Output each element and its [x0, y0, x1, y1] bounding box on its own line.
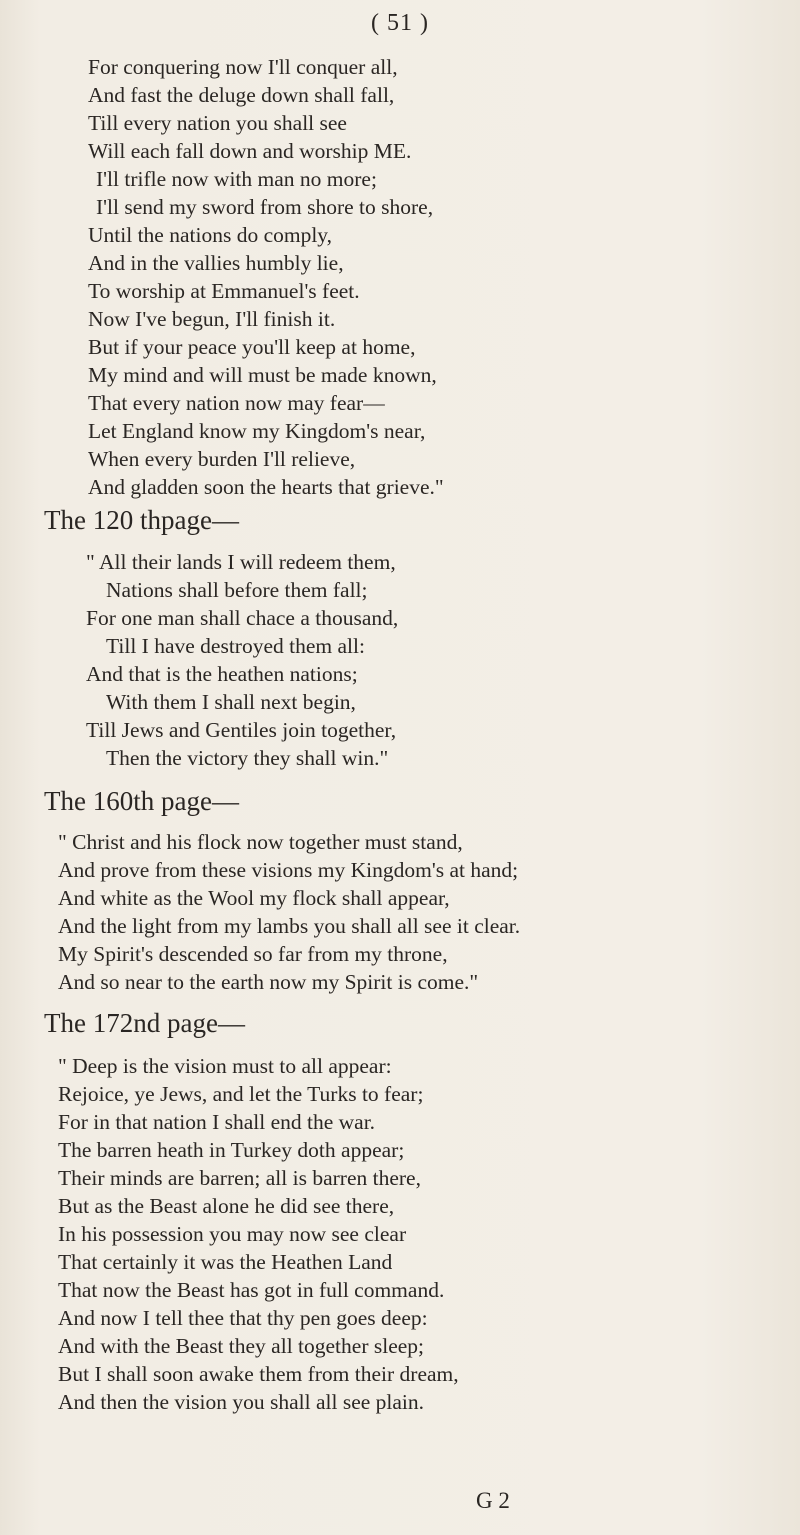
poem-line: I'll send my sword from shore to shore, — [96, 195, 434, 219]
signature-mark: G 2 — [476, 1488, 510, 1513]
poem-line: My mind and will must be made known, — [88, 363, 437, 387]
section-heading: The 160th page— — [44, 786, 239, 816]
poem-line: " Deep is the vision must to all appear: — [58, 1054, 392, 1078]
section-heading: The 120 thpage— — [44, 505, 239, 535]
poem-line: But if your peace you'll keep at home, — [88, 335, 416, 359]
poem-line: " Christ and his flock now together must stand, — [58, 830, 463, 854]
poem-line: When every burden I'll relieve, — [88, 447, 356, 471]
poem-line: For in that nation I shall end the war. — [58, 1110, 376, 1134]
poem-line: That certainly it was the Heathen Land — [58, 1250, 393, 1274]
poem-block-1 — [88, 53, 444, 501]
poem-line: That now the Beast has got in full command. — [58, 1278, 445, 1302]
poem-line: Let England know my Kingdom's near, — [88, 419, 426, 443]
poem-line: With them I shall next begin, — [106, 690, 356, 714]
poem-line: Then the victory they shall win." — [106, 746, 389, 770]
poem-line: Until the nations do comply, — [88, 223, 333, 247]
poem-line: For conquering now I'll conquer all, — [88, 55, 398, 79]
poem-line: In his possession you may now see clear — [58, 1222, 407, 1246]
poem-line: But I shall soon awake them from their dream, — [58, 1362, 459, 1386]
poem-line: But as the Beast alone he did see there, — [58, 1194, 395, 1218]
poem-line: And in the vallies humbly lie, — [88, 251, 344, 275]
poem-line: That every nation now may fear— — [88, 391, 385, 415]
poem-line: Till every nation you shall see — [88, 111, 347, 135]
poem-line: And so near to the earth now my Spirit is come." — [58, 970, 479, 994]
poem-line: For one man shall chace a thousand, — [86, 606, 399, 630]
poem-block-3 — [58, 828, 520, 996]
poem-line: And with the Beast they all together sleep; — [58, 1334, 425, 1358]
poem-line: And then the vision you shall all see plain. — [58, 1390, 425, 1414]
poem-line: Till Jews and Gentiles join together, — [86, 718, 397, 742]
poem-line: Rejoice, ye Jews, and let the Turks to fear; — [58, 1082, 424, 1106]
poem-line: And gladden soon the hearts that grieve." — [88, 475, 444, 499]
poem-line: And prove from these visions my Kingdom's at hand; — [58, 858, 519, 882]
poem-line: Now I've begun, I'll finish it. — [88, 307, 336, 331]
poem-line: And fast the deluge down shall fall, — [88, 83, 395, 107]
poem-line: I'll trifle now with man no more; — [96, 167, 377, 191]
poem-line: And the light from my lambs you shall all see it clear. — [58, 914, 521, 938]
poem-line: To worship at Emmanuel's feet. — [88, 279, 360, 303]
poem-line: Till I have destroyed them all: — [106, 634, 365, 658]
poem-line: Their minds are barren; all is barren there, — [58, 1166, 421, 1190]
poem-line: The barren heath in Turkey doth appear; — [58, 1138, 405, 1162]
poem-block-2 — [86, 548, 398, 772]
poem-line: Will each fall down and worship ME. — [88, 139, 412, 163]
poem-line: Nations shall before them fall; — [106, 578, 368, 602]
poem-line: And now I tell thee that thy pen goes deep: — [58, 1306, 428, 1330]
poem-line: And that is the heathen nations; — [86, 662, 358, 686]
poem-line: " All their lands I will redeem them, — [86, 550, 396, 574]
section-heading: The 172nd page— — [44, 1008, 245, 1038]
poem-line: My Spirit's descended so far from my throne, — [58, 942, 448, 966]
poem-block-4 — [58, 1052, 459, 1416]
page-number: ( 51 ) — [371, 10, 429, 36]
poem-line: And white as the Wool my flock shall appear, — [58, 886, 450, 910]
